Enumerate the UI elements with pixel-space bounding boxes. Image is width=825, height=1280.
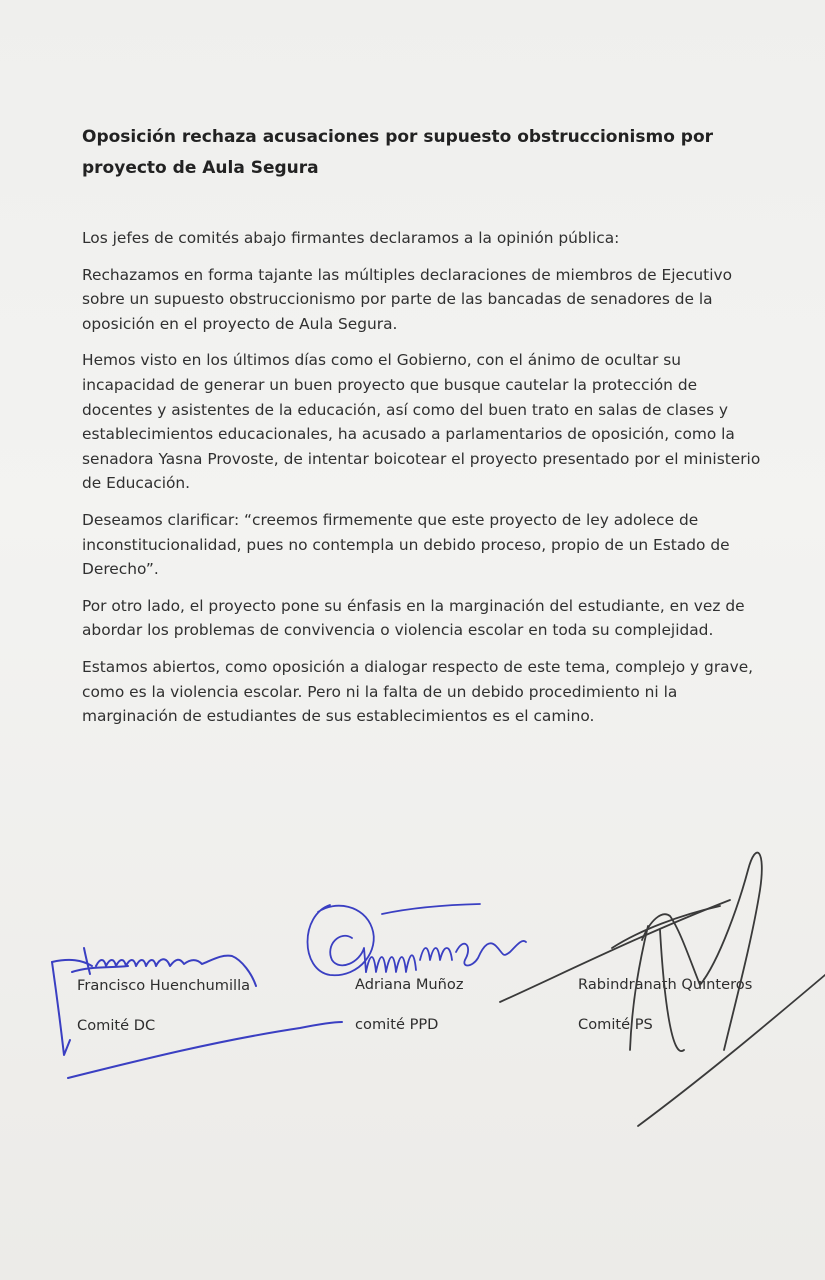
signature-huenchumilla	[52, 948, 342, 1078]
paragraph-rejection: Rechazamos en forma tajante las múltiples declaraciones de miembros de Ejecutivo sobre un supuesto obstruccionismo por parte de las bancadas de senadores de la oposición en el proyecto de Aula Segura.	[82, 265, 733, 333]
paragraph-clarification: Deseamos clarificar: “creemos firmemente que este proyecto de ley adolece de inconstitucionalidad, pues no contempla un debido proceso, propio de un Estado de Derecho”.	[82, 510, 730, 579]
signatory-name: Rabindranath Quinteros	[578, 976, 753, 993]
signatory-committee: Comité PS	[578, 1016, 653, 1033]
paragraph-marginalization: Por otro lado, el proyecto pone su énfasis en la marginación del estudiante, en vez de abordar los problemas de convivencia o violencia escolar en toda su complejidad.	[82, 596, 745, 640]
document-body	[82, 226, 772, 741]
signatory-committee: comité PPD	[355, 1016, 439, 1033]
document-title: Oposición rechaza acusaciones por supuesto obstruccionismo por proyecto de Aula Segura	[82, 127, 714, 178]
paragraph-government: Hemos visto en los últimos días como el Gobierno, con el ánimo de ocultar su incapacidad de generar un buen proyecto que busque cautelar la protección de docentes y asistentes de la educación, así como del buen trato en salas de clases y establecimientos educacionales, ha acusado a parlamentarios de oposición, como la senadora Yasna Provoste, de intentar boicotear el proyecto presentado por el ministerio de Educación.	[82, 351, 761, 493]
signatory-name: Adriana Muñoz	[355, 976, 464, 993]
signatory-name: Francisco Huenchumilla	[77, 977, 251, 994]
paragraph-dialogue: Estamos abiertos, como oposición a dialogar respecto de este tema, complejo y grave, como es la violencia escolar. Pero ni la falta de un debido procedimiento ni la marginación de estudiantes de sus establecimientos es el camino.	[82, 657, 754, 726]
signatory-committee: Comité DC	[77, 1017, 156, 1034]
paragraph-intro: Los jefes de comités abajo firmantes declaramos a la opinión pública:	[82, 229, 620, 247]
signature-munoz	[308, 904, 527, 975]
